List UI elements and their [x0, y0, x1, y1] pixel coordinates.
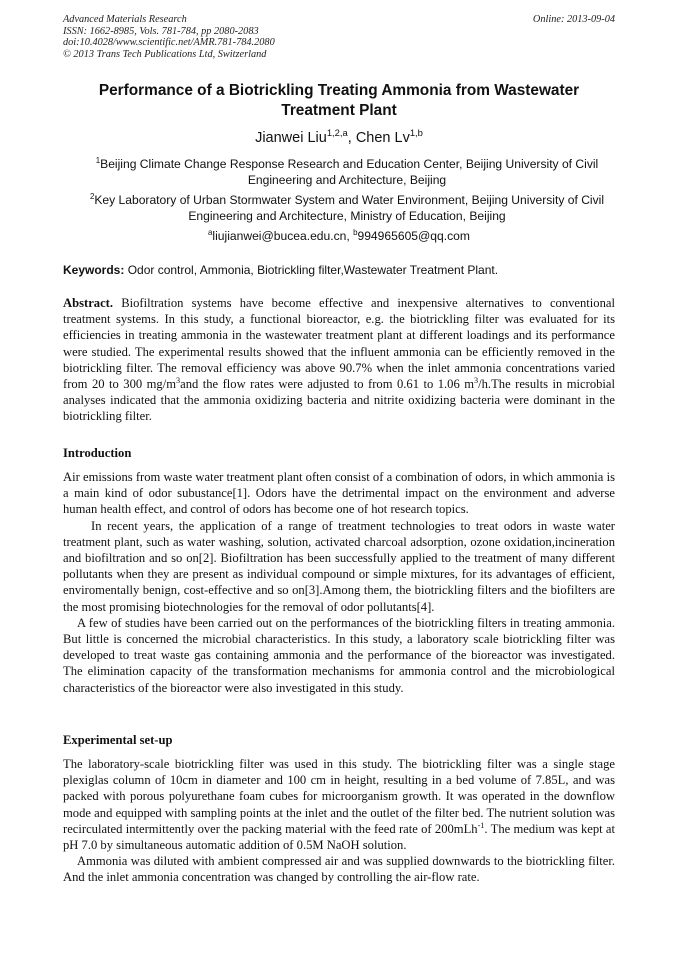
- unit-superscript: -1: [477, 820, 485, 830]
- issn-line: ISSN: 1662-8985, Vols. 781-784, pp 2080-2083: [63, 25, 259, 37]
- author-name: Jianwei Liu: [255, 130, 327, 146]
- paragraph: In recent years, the application of a range of treatment technologies to treat odors in waste water treatment plant, such as water washing, solution, activated charcoal adsorption, ozone oxidation,incineration and biofiltration and so on[2]. Biofiltration has been successfully applied to the treatment of many different pollutants when they are present as individual compound or simple mixtures, for its advantages of efficient, enviromentally benign, cost-effective and so on[3].Among them, the biotrickling filters and the biofilters are the most promising biotechnologies for the removal of odor pollutants[4].: [63, 518, 615, 614]
- abstract-text: /h.The results in microbial analyses indicated that the ammonia oxidizing bacteria and nitrite oxidizing bacteria were dominant in the biotrickling filter.: [63, 377, 615, 424]
- author-emails: [0, 229, 678, 243]
- experimental-body: [63, 756, 615, 886]
- author-superscript: 1,b: [409, 127, 423, 139]
- paragraph: [63, 756, 615, 853]
- author-superscript: 1,2,a: [326, 127, 348, 139]
- abstract-text: Biofiltration systems have become effective and inexpensive alternatives to conventional treatment systems. In this study, a functional bioreactor, e.g. the biotrickling filter was evaluated for its efficiencies in treating ammonia in the wastewater treatment plant at different loadings and its performance were studied. The experimental results showed that the influent ammonia can be efficiently removed in the biotrickling filter. The removal efficiency was above 90.7% when the inlet ammonia concentrations varied from 20 to 300 mg/m: [63, 296, 615, 392]
- abstract: [63, 295, 615, 425]
- paragraph-text: . The medium was kept at pH 7.0 by simultaneous automatic addition of 0.5M NaOH solution.: [63, 821, 616, 853]
- affiliation-2: [84, 192, 610, 224]
- journal-header: [63, 14, 275, 60]
- paragraph: A few of studies have been carried out on the performances of the biotrickling filters in treating ammonia. But little is concerned the microbial characteristics. In this study, a laboratory scale biotrickling filter was developed to treat waste gas containing ammonia and the performance of the bioreactor was investigated. The elimination capacity of the transformation mechanisms for ammonia control and the microbiological characteristics of the bioreactor were also investigated in this study.: [63, 615, 615, 695]
- affiliation-text: Key Laboratory of Urban Stormwater System and Water Environment, Beijing University of Civil Engineering and Architecture, Ministry of Education, Beijing: [94, 193, 605, 223]
- email-superscript: b: [353, 227, 358, 237]
- paragraph: Ammonia was diluted with ambient compressed air and was supplied downwards to the biotrickling filter. And the inlet ammonia concentration was changed by controlling the air-flow rate.: [63, 854, 615, 885]
- copyright-line: © 2013 Trans Tech Publications Ltd, Switzerland: [63, 48, 267, 60]
- doi-line: doi:10.4028/www.scientific.net/AMR.781-784.2080: [63, 37, 275, 49]
- section-heading-experimental: Experimental set-up: [63, 733, 173, 747]
- keywords-text: Odor control, Ammonia, Biotrickling filter,Wastewater Treatment Plant.: [124, 263, 499, 277]
- affiliation-1: [84, 156, 610, 188]
- online-date: Online: 2013-09-04: [532, 14, 615, 25]
- paper-title: Performance of a Biotrickling Treating Ammonia from Wastewater Treatment Plant: [98, 82, 580, 119]
- author-list: [0, 127, 678, 146]
- paragraph-text: The laboratory-scale biotrickling filter was used in this study. The biotrickling filter was a single stage plexiglas column of 10cm in diameter and 100 cm in height, resulting in a bed volume of 7.85L, and was packed with porous polyurethane foam cubes for microorganism growth. It was operated in the downflow mode and equipped with sampling points at the inlet and the outlet of the filter bed. The nutrient solution was recirculated intermittently over the packing material with the feed rate of 200mLh: [63, 757, 615, 836]
- keywords: [63, 263, 615, 277]
- email-superscript: a: [208, 227, 213, 237]
- journal-name: Advanced Materials Research: [63, 14, 187, 25]
- paragraph: Air emissions from waste water treatment plant often consist of a combination of odors, in which ammonia is a main kind of odor subustance[1]. Odors have the detrimental impact on the environment and adverse human health effect, and control of odors has become one of hot research topics.: [63, 470, 615, 517]
- affiliation-superscript: 2: [89, 191, 95, 201]
- introduction-body: [63, 469, 615, 696]
- email-b: 994965605@qq.com: [357, 229, 470, 243]
- abstract-label: Abstract.: [63, 296, 114, 310]
- author-separator: ,: [347, 130, 356, 146]
- author-name: Chen Lv: [355, 130, 410, 146]
- abstract-text: and the flow rates were adjusted to from 0.61 to 1.06 m: [180, 377, 475, 392]
- affiliation-superscript: 1: [95, 155, 101, 165]
- affiliation-text: Beijing Climate Change Response Research and Education Center, Beijing University of Civil Engineering and Architecture, Beijing: [100, 157, 599, 187]
- email-a: liujianwei@bucea.edu.cn,: [212, 229, 354, 243]
- section-heading-introduction: Introduction: [63, 446, 132, 460]
- abstract-superscript: 3: [474, 375, 479, 385]
- keywords-label: Keywords:: [63, 263, 125, 277]
- abstract-superscript: 3: [176, 375, 181, 385]
